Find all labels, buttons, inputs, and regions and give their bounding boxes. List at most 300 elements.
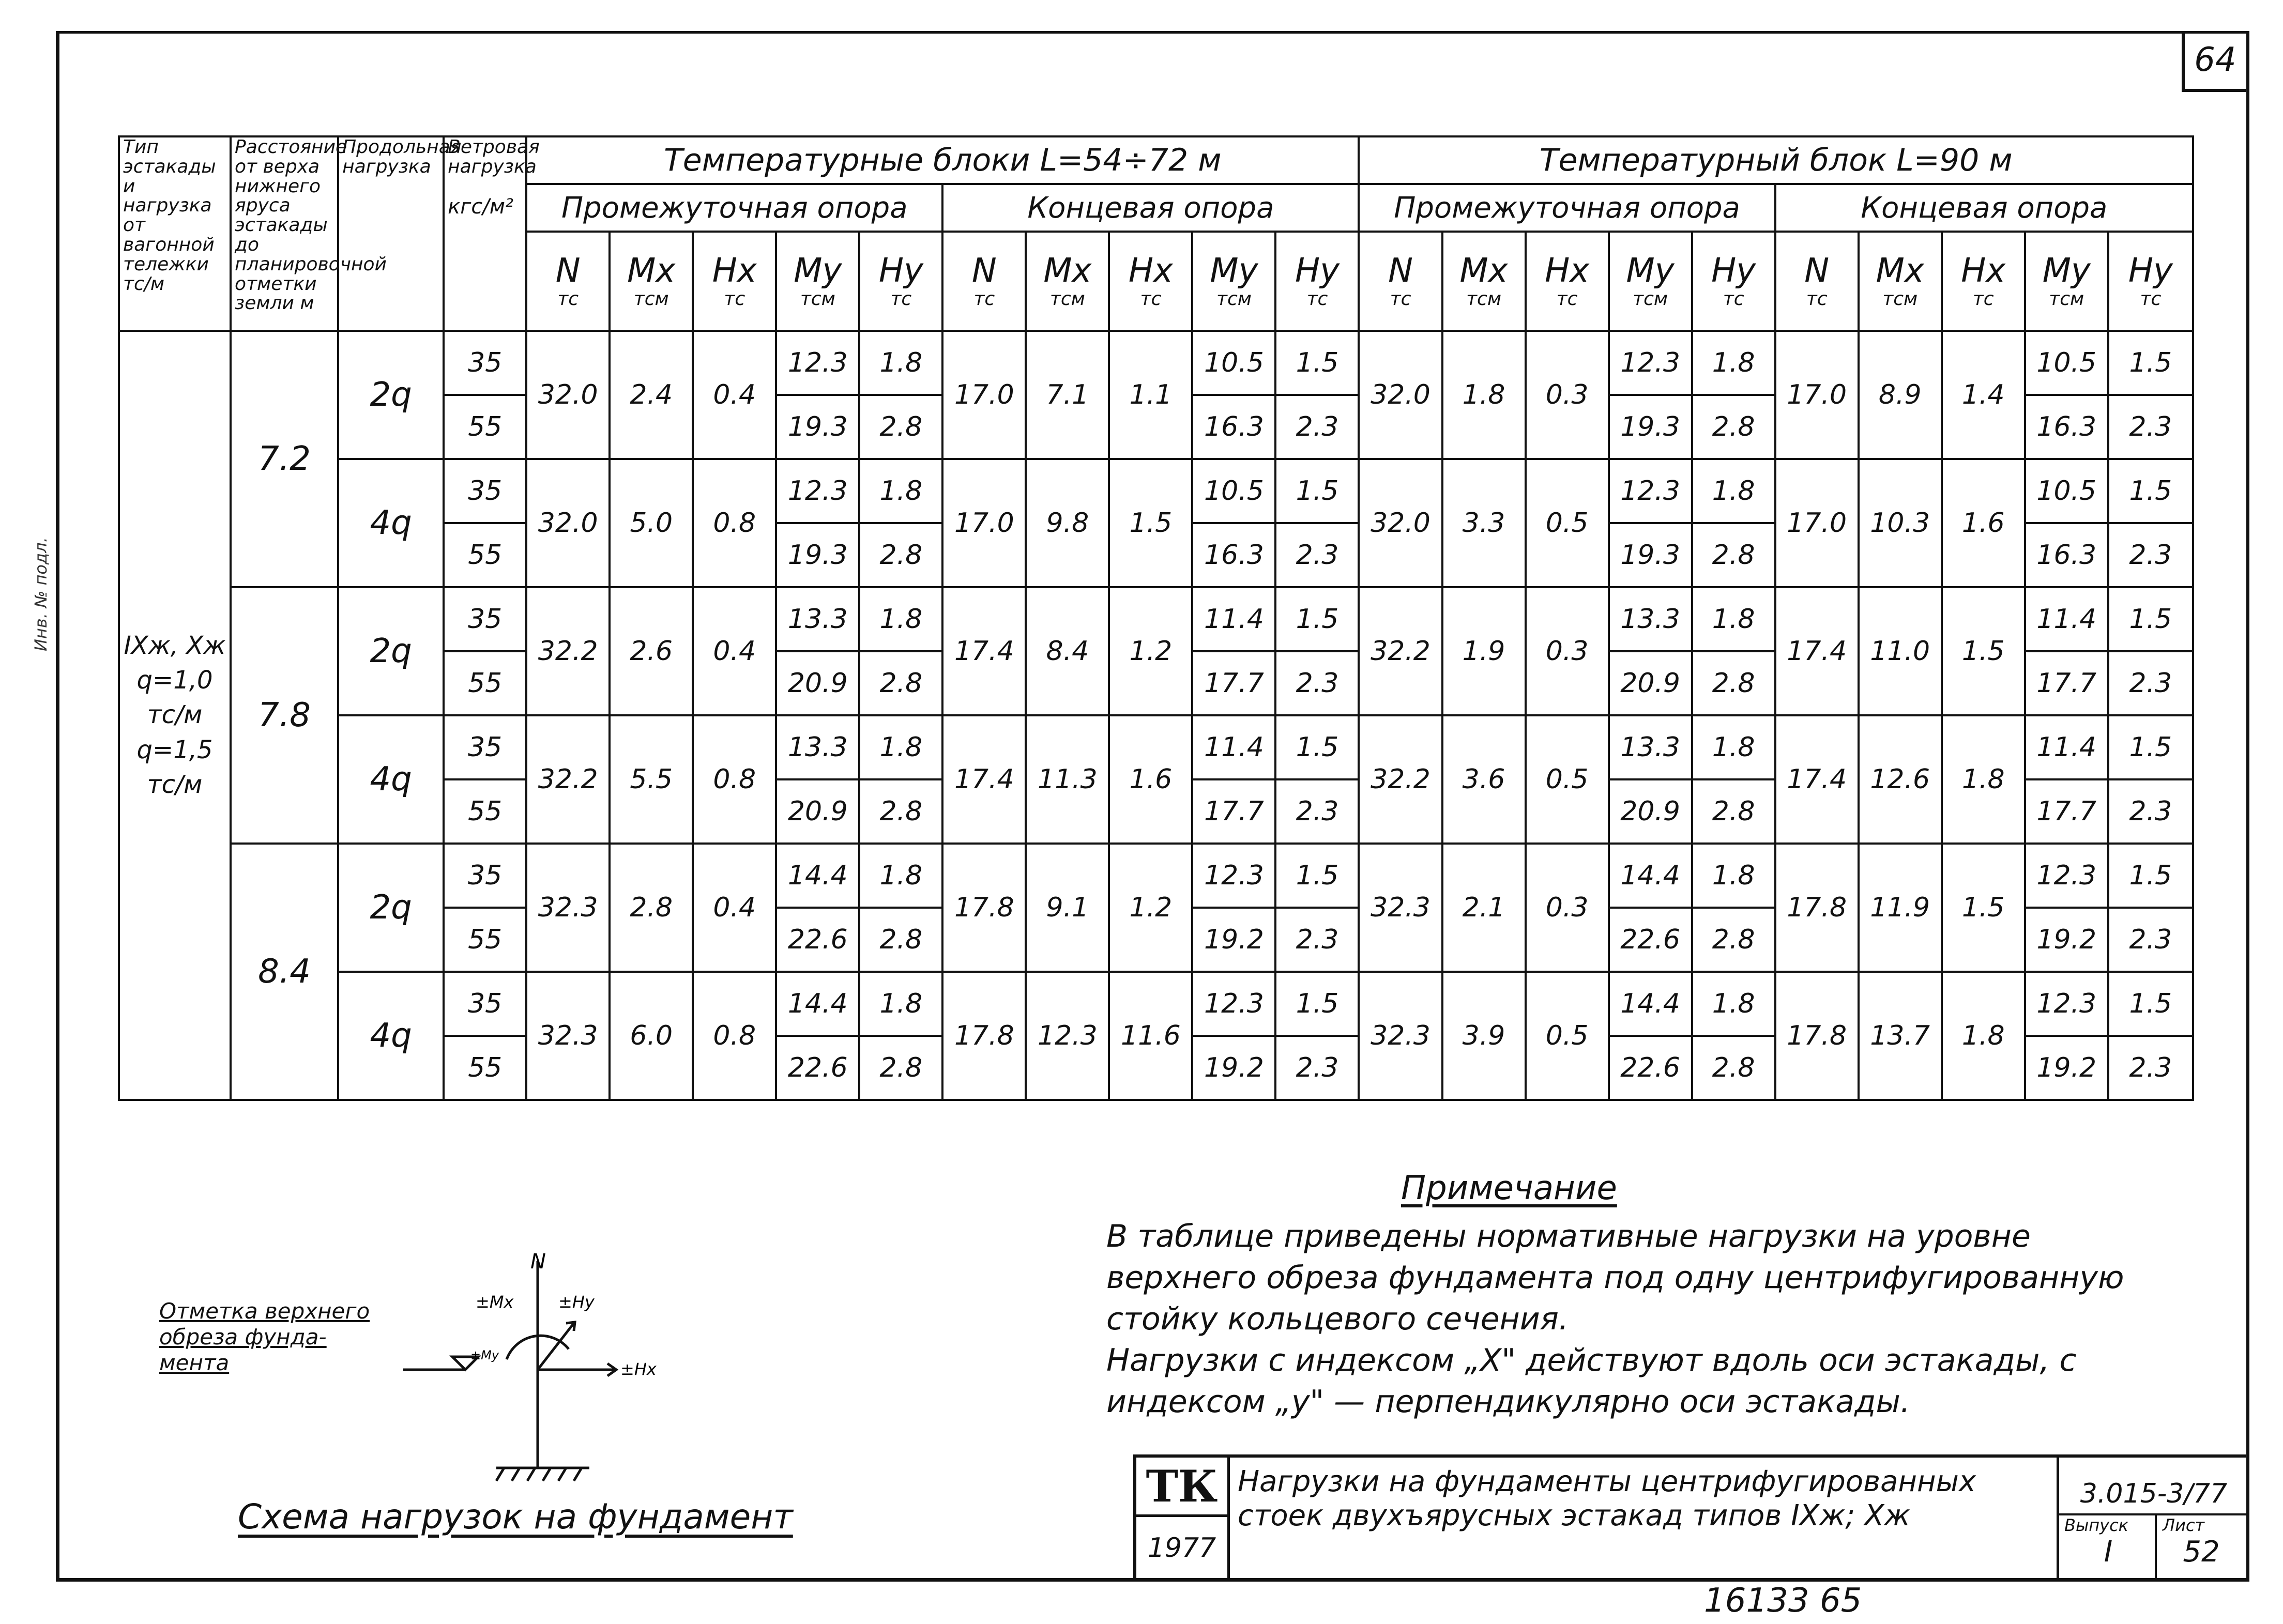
value-cell: 1.5	[1275, 459, 1359, 523]
stamp-description	[1238, 1465, 2127, 1533]
value-cell: 5.5	[610, 715, 693, 844]
value-cell: 12.3	[1609, 331, 1692, 395]
col-symbol-letter: N	[1388, 252, 1413, 290]
stamp-description-line-2: стоек двухъярусных эстакад типов IXж; Xж	[1238, 1499, 1910, 1533]
value-cell: 32.3	[526, 972, 610, 1100]
value-cell: 2.3	[2108, 1036, 2193, 1100]
col-symbol-letter: Hy	[2128, 252, 2173, 290]
value-cell: 1.8	[1942, 972, 2025, 1100]
value-cell: 0.3	[1526, 331, 1609, 459]
value-cell: 20.9	[1609, 651, 1692, 715]
value-cell: 32.2	[1359, 587, 1442, 715]
stamp-description-line-1: Нагрузки на фундаменты центрифугированных	[1238, 1465, 1976, 1498]
value-cell: 2.8	[1692, 1036, 1775, 1100]
value-cell: 0.5	[1526, 459, 1609, 587]
value-cell: 22.6	[1609, 908, 1692, 972]
value-cell: 2.3	[2108, 779, 2193, 844]
value-cell: 17.8	[1775, 844, 1859, 972]
col-symbol-letter: Hx	[712, 252, 757, 290]
col-symbol-unit: тсм	[1049, 288, 1085, 310]
value-cell: 1.5	[2108, 459, 2193, 523]
height-cell: 7.2	[231, 331, 338, 587]
col-symbol-letter: Hx	[1128, 252, 1173, 290]
header-mid-support-2: Промежуточная опора	[1359, 184, 1775, 232]
value-cell: 11.4	[1192, 715, 1275, 779]
note-line: В таблице приведены нормативные нагрузки на уровне	[1106, 1218, 2031, 1254]
col-symbol	[1275, 232, 1359, 331]
value-cell: 32.0	[526, 331, 610, 459]
wind-cell: 55	[444, 779, 526, 844]
value-cell: 0.8	[693, 459, 776, 587]
header-type: Тип эстакады и нагрузка от вагонной тележки тс/м	[119, 136, 231, 331]
list-label: Лист	[2163, 1515, 2205, 1535]
wind-cell: 35	[444, 587, 526, 651]
value-cell: 11.3	[1026, 715, 1109, 844]
col-symbol-unit: тсм	[1633, 288, 1668, 310]
hy-arrow	[538, 1323, 574, 1370]
value-cell: 12.3	[1609, 459, 1692, 523]
value-cell: 1.5	[1275, 972, 1359, 1036]
value-cell: 1.5	[1942, 587, 2025, 715]
value-cell: 17.0	[1775, 459, 1859, 587]
value-cell: 3.3	[1442, 459, 1526, 587]
value-cell: 1.8	[1692, 844, 1775, 908]
value-cell: 2.3	[2108, 908, 2193, 972]
value-cell: 2.8	[1692, 651, 1775, 715]
table-row	[119, 587, 2193, 651]
value-cell: 13.3	[1609, 587, 1692, 651]
value-cell: 0.8	[693, 972, 776, 1100]
value-cell: 32.2	[1359, 715, 1442, 844]
value-cell: 10.5	[1192, 459, 1275, 523]
value-cell: 19.3	[1609, 395, 1692, 459]
col-symbol-unit: тс	[2140, 288, 2162, 310]
value-cell: 17.7	[2025, 779, 2108, 844]
value-cell: 0.5	[1526, 715, 1609, 844]
value-cell: 20.9	[1609, 779, 1692, 844]
value-cell: 32.3	[1359, 972, 1442, 1100]
table-row	[119, 459, 2193, 523]
col-symbol-unit: тс	[1306, 288, 1328, 310]
value-cell: 32.2	[526, 715, 610, 844]
sym-hx: ±Hx	[620, 1359, 657, 1379]
vypusk-label: Выпуск	[2064, 1515, 2128, 1535]
value-cell: 9.8	[1026, 459, 1109, 587]
value-cell: 1.8	[859, 459, 942, 523]
value-cell: 17.8	[942, 972, 1026, 1100]
value-cell: 1.8	[859, 331, 942, 395]
scheme-label-line-2: обреза фунда-	[159, 1324, 327, 1350]
value-cell: 20.9	[776, 651, 859, 715]
col-symbol-unit: тс	[1140, 288, 1162, 310]
col-symbol-unit: тс	[724, 288, 745, 310]
value-cell: 2.8	[1692, 908, 1775, 972]
value-cell: 19.2	[2025, 1036, 2108, 1100]
col-symbol	[776, 232, 859, 331]
value-cell: 12.3	[776, 331, 859, 395]
note-line: верхнего обреза фундамента под одну центрифугированную	[1106, 1260, 2124, 1296]
col-symbol-letter: My	[1210, 252, 1258, 290]
value-cell: 1.8	[859, 715, 942, 779]
col-symbol-unit: тсм	[633, 288, 669, 310]
value-cell: 2.8	[859, 779, 942, 844]
value-cell: 2.8	[1692, 395, 1775, 459]
table-row	[119, 972, 2193, 1036]
sym-hy: ±Hy	[558, 1292, 595, 1312]
value-cell: 2.3	[1275, 1036, 1359, 1100]
value-cell: 17.4	[1775, 715, 1859, 844]
value-cell: 20.9	[776, 779, 859, 844]
value-cell: 14.4	[776, 972, 859, 1036]
wind-cell: 35	[444, 331, 526, 395]
side-note: Инв. № подл.	[31, 537, 51, 651]
col-symbol-letter: My	[794, 252, 842, 290]
value-cell: 1.1	[1109, 331, 1192, 459]
value-cell: 1.8	[1692, 715, 1775, 779]
value-cell: 17.8	[942, 844, 1026, 972]
load-label-cell: 2q	[338, 587, 444, 715]
value-cell: 8.4	[1026, 587, 1109, 715]
sym-mx: ±Mx	[476, 1292, 514, 1312]
col-symbol-letter: Mx	[627, 252, 676, 290]
col-symbol-letter: Hy	[878, 252, 923, 290]
header-block-54-72: Температурные блоки L=54÷72 м	[526, 136, 1359, 184]
value-cell: 19.3	[776, 395, 859, 459]
value-cell: 1.5	[2108, 331, 2193, 395]
value-cell: 11.4	[2025, 587, 2108, 651]
value-cell: 17.4	[942, 715, 1026, 844]
value-cell: 1.5	[1275, 331, 1359, 395]
value-cell: 12.3	[2025, 972, 2108, 1036]
load-label-cell: 4q	[338, 459, 444, 587]
value-cell: 1.8	[1692, 972, 1775, 1036]
vypusk-value: I	[2104, 1535, 2113, 1569]
value-cell: 17.7	[2025, 651, 2108, 715]
value-cell: 12.3	[1192, 844, 1275, 908]
value-cell: 2.8	[859, 1036, 942, 1100]
note-line: стойку кольцевого сечения.	[1106, 1301, 1569, 1337]
value-cell: 1.5	[1275, 844, 1359, 908]
value-cell: 1.8	[859, 587, 942, 651]
wind-cell: 35	[444, 844, 526, 908]
header-block-90: Температурный блок L=90 м	[1359, 136, 2193, 184]
value-cell: 1.5	[2108, 972, 2193, 1036]
value-cell: 0.8	[693, 715, 776, 844]
col-symbol-letter: Mx	[1459, 252, 1508, 290]
value-cell: 2.1	[1442, 844, 1526, 972]
value-cell: 32.2	[526, 587, 610, 715]
loads-table	[118, 135, 2194, 1101]
col-symbol	[1192, 232, 1275, 331]
value-cell: 1.5	[1109, 459, 1192, 587]
col-symbol	[2108, 232, 2193, 331]
value-cell: 17.0	[1775, 331, 1859, 459]
scheme-label	[159, 1298, 370, 1376]
value-cell: 17.0	[942, 331, 1026, 459]
value-cell: 1.5	[2108, 715, 2193, 779]
value-cell: 19.2	[2025, 908, 2108, 972]
value-cell: 0.4	[693, 844, 776, 972]
value-cell: 9.1	[1026, 844, 1109, 972]
col-symbol-letter: My	[2042, 252, 2091, 290]
value-cell: 14.4	[1609, 844, 1692, 908]
wind-cell: 55	[444, 395, 526, 459]
col-symbol-unit: тсм	[1882, 288, 1918, 310]
col-symbol	[1942, 232, 2025, 331]
wind-cell: 55	[444, 651, 526, 715]
title-block	[1133, 1454, 2246, 1579]
type-line: q=1,0 тс/м	[136, 666, 213, 730]
note-line: индексом „y" — перпендикулярно оси эстакады.	[1106, 1384, 1910, 1420]
value-cell: 2.3	[2108, 395, 2193, 459]
col-symbol-letter: N	[971, 252, 997, 290]
col-symbol-unit: тсм	[2049, 288, 2084, 310]
col-symbol	[1026, 232, 1109, 331]
value-cell: 14.4	[776, 844, 859, 908]
value-cell: 2.8	[1692, 779, 1775, 844]
type-cell	[119, 331, 231, 1100]
col-symbol-letter: Mx	[1043, 252, 1092, 290]
value-cell: 1.4	[1942, 331, 2025, 459]
value-cell: 13.3	[776, 715, 859, 779]
header-wind-load	[444, 136, 540, 331]
value-cell: 13.3	[776, 587, 859, 651]
value-cell: 19.2	[1192, 908, 1275, 972]
col-symbol	[1775, 232, 1859, 331]
note-text	[1106, 1216, 2192, 1422]
stamp-year: 1977	[1136, 1517, 1230, 1579]
value-cell: 2.3	[1275, 395, 1359, 459]
col-symbol	[610, 232, 693, 331]
wind-cell: 35	[444, 715, 526, 779]
value-cell: 6.0	[610, 972, 693, 1100]
col-symbol-unit: тсм	[800, 288, 835, 310]
value-cell: 2.3	[1275, 908, 1359, 972]
value-cell: 2.3	[2108, 523, 2193, 587]
col-symbol	[1109, 232, 1192, 331]
value-cell: 1.8	[1442, 331, 1526, 459]
value-cell: 1.8	[1942, 715, 2025, 844]
value-cell: 11.0	[1859, 587, 1942, 715]
header-mid-support-1: Промежуточная опора	[526, 184, 942, 232]
value-cell: 2.3	[1275, 651, 1359, 715]
scheme-label-line-3: мента	[159, 1350, 230, 1375]
value-cell: 1.6	[1942, 459, 2025, 587]
col-symbol-unit: тс	[1556, 288, 1578, 310]
col-symbol-unit: тс	[1390, 288, 1411, 310]
value-cell: 11.9	[1859, 844, 1942, 972]
value-cell: 12.3	[776, 459, 859, 523]
value-cell: 11.4	[1192, 587, 1275, 651]
value-cell: 10.3	[1859, 459, 1942, 587]
value-cell: 12.6	[1859, 715, 1942, 844]
doc-number: 3.015-3/77	[2080, 1478, 2228, 1509]
value-cell: 1.5	[2108, 844, 2193, 908]
value-cell: 8.9	[1859, 331, 1942, 459]
value-cell: 10.5	[1192, 331, 1275, 395]
load-label-cell: 2q	[338, 331, 444, 459]
value-cell: 2.8	[1692, 523, 1775, 587]
load-label-cell: 4q	[338, 972, 444, 1100]
table-row	[119, 331, 2193, 395]
value-cell: 2.3	[1275, 523, 1359, 587]
value-cell: 10.5	[2025, 331, 2108, 395]
value-cell: 32.0	[1359, 459, 1442, 587]
value-cell: 2.4	[610, 331, 693, 459]
type-line: q=1,5 тс/м	[136, 735, 213, 799]
col-symbol	[693, 232, 776, 331]
sym-n: N	[530, 1250, 546, 1274]
value-cell: 1.8	[1692, 459, 1775, 523]
value-cell: 19.3	[1609, 523, 1692, 587]
value-cell: 16.3	[1192, 523, 1275, 587]
col-symbol-letter: N	[555, 252, 581, 290]
value-cell: 0.5	[1526, 972, 1609, 1100]
header-end-support-2: Концевая опора	[1775, 184, 2193, 232]
value-cell: 1.8	[1692, 331, 1775, 395]
col-symbol	[1609, 232, 1692, 331]
value-cell: 1.5	[1275, 587, 1359, 651]
col-symbol-unit: тс	[1972, 288, 1994, 310]
load-scheme-diagram	[403, 1251, 693, 1489]
header-wind-unit: кгс/м²	[448, 195, 513, 219]
col-symbol-letter: N	[1804, 252, 1830, 290]
wind-cell: 55	[444, 1036, 526, 1100]
wind-cell: 55	[444, 523, 526, 587]
type-line: IXж, Xж	[124, 631, 226, 661]
value-cell: 1.5	[2108, 587, 2193, 651]
col-symbol-unit: тсм	[1216, 288, 1252, 310]
value-cell: 22.6	[776, 908, 859, 972]
header-longitudinal-load: Продольная нагрузка	[338, 136, 444, 331]
scheme-title: Схема нагрузок на фундамент	[238, 1497, 793, 1537]
value-cell: 2.3	[2108, 651, 2193, 715]
col-symbol-letter: Mx	[1876, 252, 1924, 290]
col-symbol-unit: тс	[1806, 288, 1828, 310]
note-title: Примечание	[1401, 1169, 1617, 1207]
value-cell: 11.6	[1109, 972, 1192, 1100]
value-cell: 16.3	[1192, 395, 1275, 459]
value-cell: 1.8	[1692, 587, 1775, 651]
col-symbol-letter: Hy	[1711, 252, 1756, 290]
value-cell: 7.1	[1026, 331, 1109, 459]
col-symbol	[1526, 232, 1609, 331]
wind-cell: 55	[444, 908, 526, 972]
height-cell: 8.4	[231, 844, 338, 1100]
value-cell: 1.8	[859, 972, 942, 1036]
value-cell: 13.3	[1609, 715, 1692, 779]
col-symbol	[1442, 232, 1526, 331]
value-cell: 17.8	[1775, 972, 1859, 1100]
value-cell: 19.3	[776, 523, 859, 587]
value-cell: 19.2	[1192, 1036, 1275, 1100]
value-cell: 17.7	[1192, 651, 1275, 715]
value-cell: 12.3	[1192, 972, 1275, 1036]
value-cell: 16.3	[2025, 395, 2108, 459]
table-row	[119, 715, 2193, 779]
col-symbol	[859, 232, 942, 331]
col-symbol-unit: тс	[557, 288, 579, 310]
value-cell: 2.8	[859, 908, 942, 972]
wind-cell: 35	[444, 459, 526, 523]
load-label-cell: 2q	[338, 844, 444, 972]
col-symbol	[1859, 232, 1942, 331]
value-cell: 1.2	[1109, 587, 1192, 715]
value-cell: 3.9	[1442, 972, 1526, 1100]
height-cell: 7.8	[231, 587, 338, 844]
sym-my: ±My	[470, 1348, 499, 1362]
value-cell: 32.3	[526, 844, 610, 972]
value-cell: 2.6	[610, 587, 693, 715]
page-number: 64	[2182, 31, 2246, 92]
value-cell: 3.6	[1442, 715, 1526, 844]
value-cell: 2.8	[610, 844, 693, 972]
value-cell: 2.3	[1275, 779, 1359, 844]
value-cell: 22.6	[1609, 1036, 1692, 1100]
value-cell: 32.3	[1359, 844, 1442, 972]
value-cell: 32.0	[1359, 331, 1442, 459]
value-cell: 1.2	[1109, 844, 1192, 972]
col-symbol-unit: тсм	[1466, 288, 1501, 310]
col-symbol-letter: Hx	[1545, 252, 1590, 290]
value-cell: 1.5	[1942, 844, 2025, 972]
value-cell: 12.3	[1026, 972, 1109, 1100]
col-symbol-unit: тс	[890, 288, 912, 310]
col-symbol-letter: Hx	[1961, 252, 2006, 290]
value-cell: 17.4	[942, 587, 1026, 715]
stamp-doc-info	[2057, 1458, 2248, 1579]
value-cell: 32.0	[526, 459, 610, 587]
value-cell: 17.7	[1192, 779, 1275, 844]
col-symbol-unit: тс	[1723, 288, 1744, 310]
list-value: 52	[2183, 1535, 2220, 1569]
value-cell: 11.4	[2025, 715, 2108, 779]
col-symbol	[526, 232, 610, 331]
col-symbol	[2025, 232, 2108, 331]
value-cell: 2.8	[859, 395, 942, 459]
value-cell: 0.4	[693, 587, 776, 715]
value-cell: 5.0	[610, 459, 693, 587]
value-cell: 22.6	[776, 1036, 859, 1100]
value-cell: 13.7	[1859, 972, 1942, 1100]
value-cell: 1.5	[1275, 715, 1359, 779]
archive-number: 16133 65	[1704, 1582, 1862, 1620]
value-cell: 0.4	[693, 331, 776, 459]
org-logo: ТК	[1136, 1458, 1230, 1517]
value-cell: 16.3	[2025, 523, 2108, 587]
note-line: Нагрузки с индексом „X" действуют вдоль оси эстакады, с	[1106, 1342, 2077, 1378]
header-distance: Расстояние от верха нижнего яруса эстакады до планировочной отметки земли м	[231, 136, 338, 331]
value-cell: 1.8	[859, 844, 942, 908]
table-row	[119, 844, 2193, 908]
value-cell: 0.3	[1526, 844, 1609, 972]
col-symbol	[1692, 232, 1775, 331]
value-cell: 0.3	[1526, 587, 1609, 715]
value-cell: 17.4	[1775, 587, 1859, 715]
col-symbol-letter: My	[1626, 252, 1675, 290]
scheme-label-line-1: Отметка верхнего	[159, 1298, 370, 1324]
col-symbol	[942, 232, 1026, 331]
value-cell: 10.5	[2025, 459, 2108, 523]
value-cell: 14.4	[1609, 972, 1692, 1036]
value-cell: 2.8	[859, 651, 942, 715]
value-cell: 1.9	[1442, 587, 1526, 715]
header-end-support-1: Концевая опора	[942, 184, 1359, 232]
header-wind-label: Ветровая нагрузка	[448, 136, 540, 177]
value-cell: 2.8	[859, 523, 942, 587]
col-symbol-unit: тс	[973, 288, 995, 310]
value-cell: 1.6	[1109, 715, 1192, 844]
